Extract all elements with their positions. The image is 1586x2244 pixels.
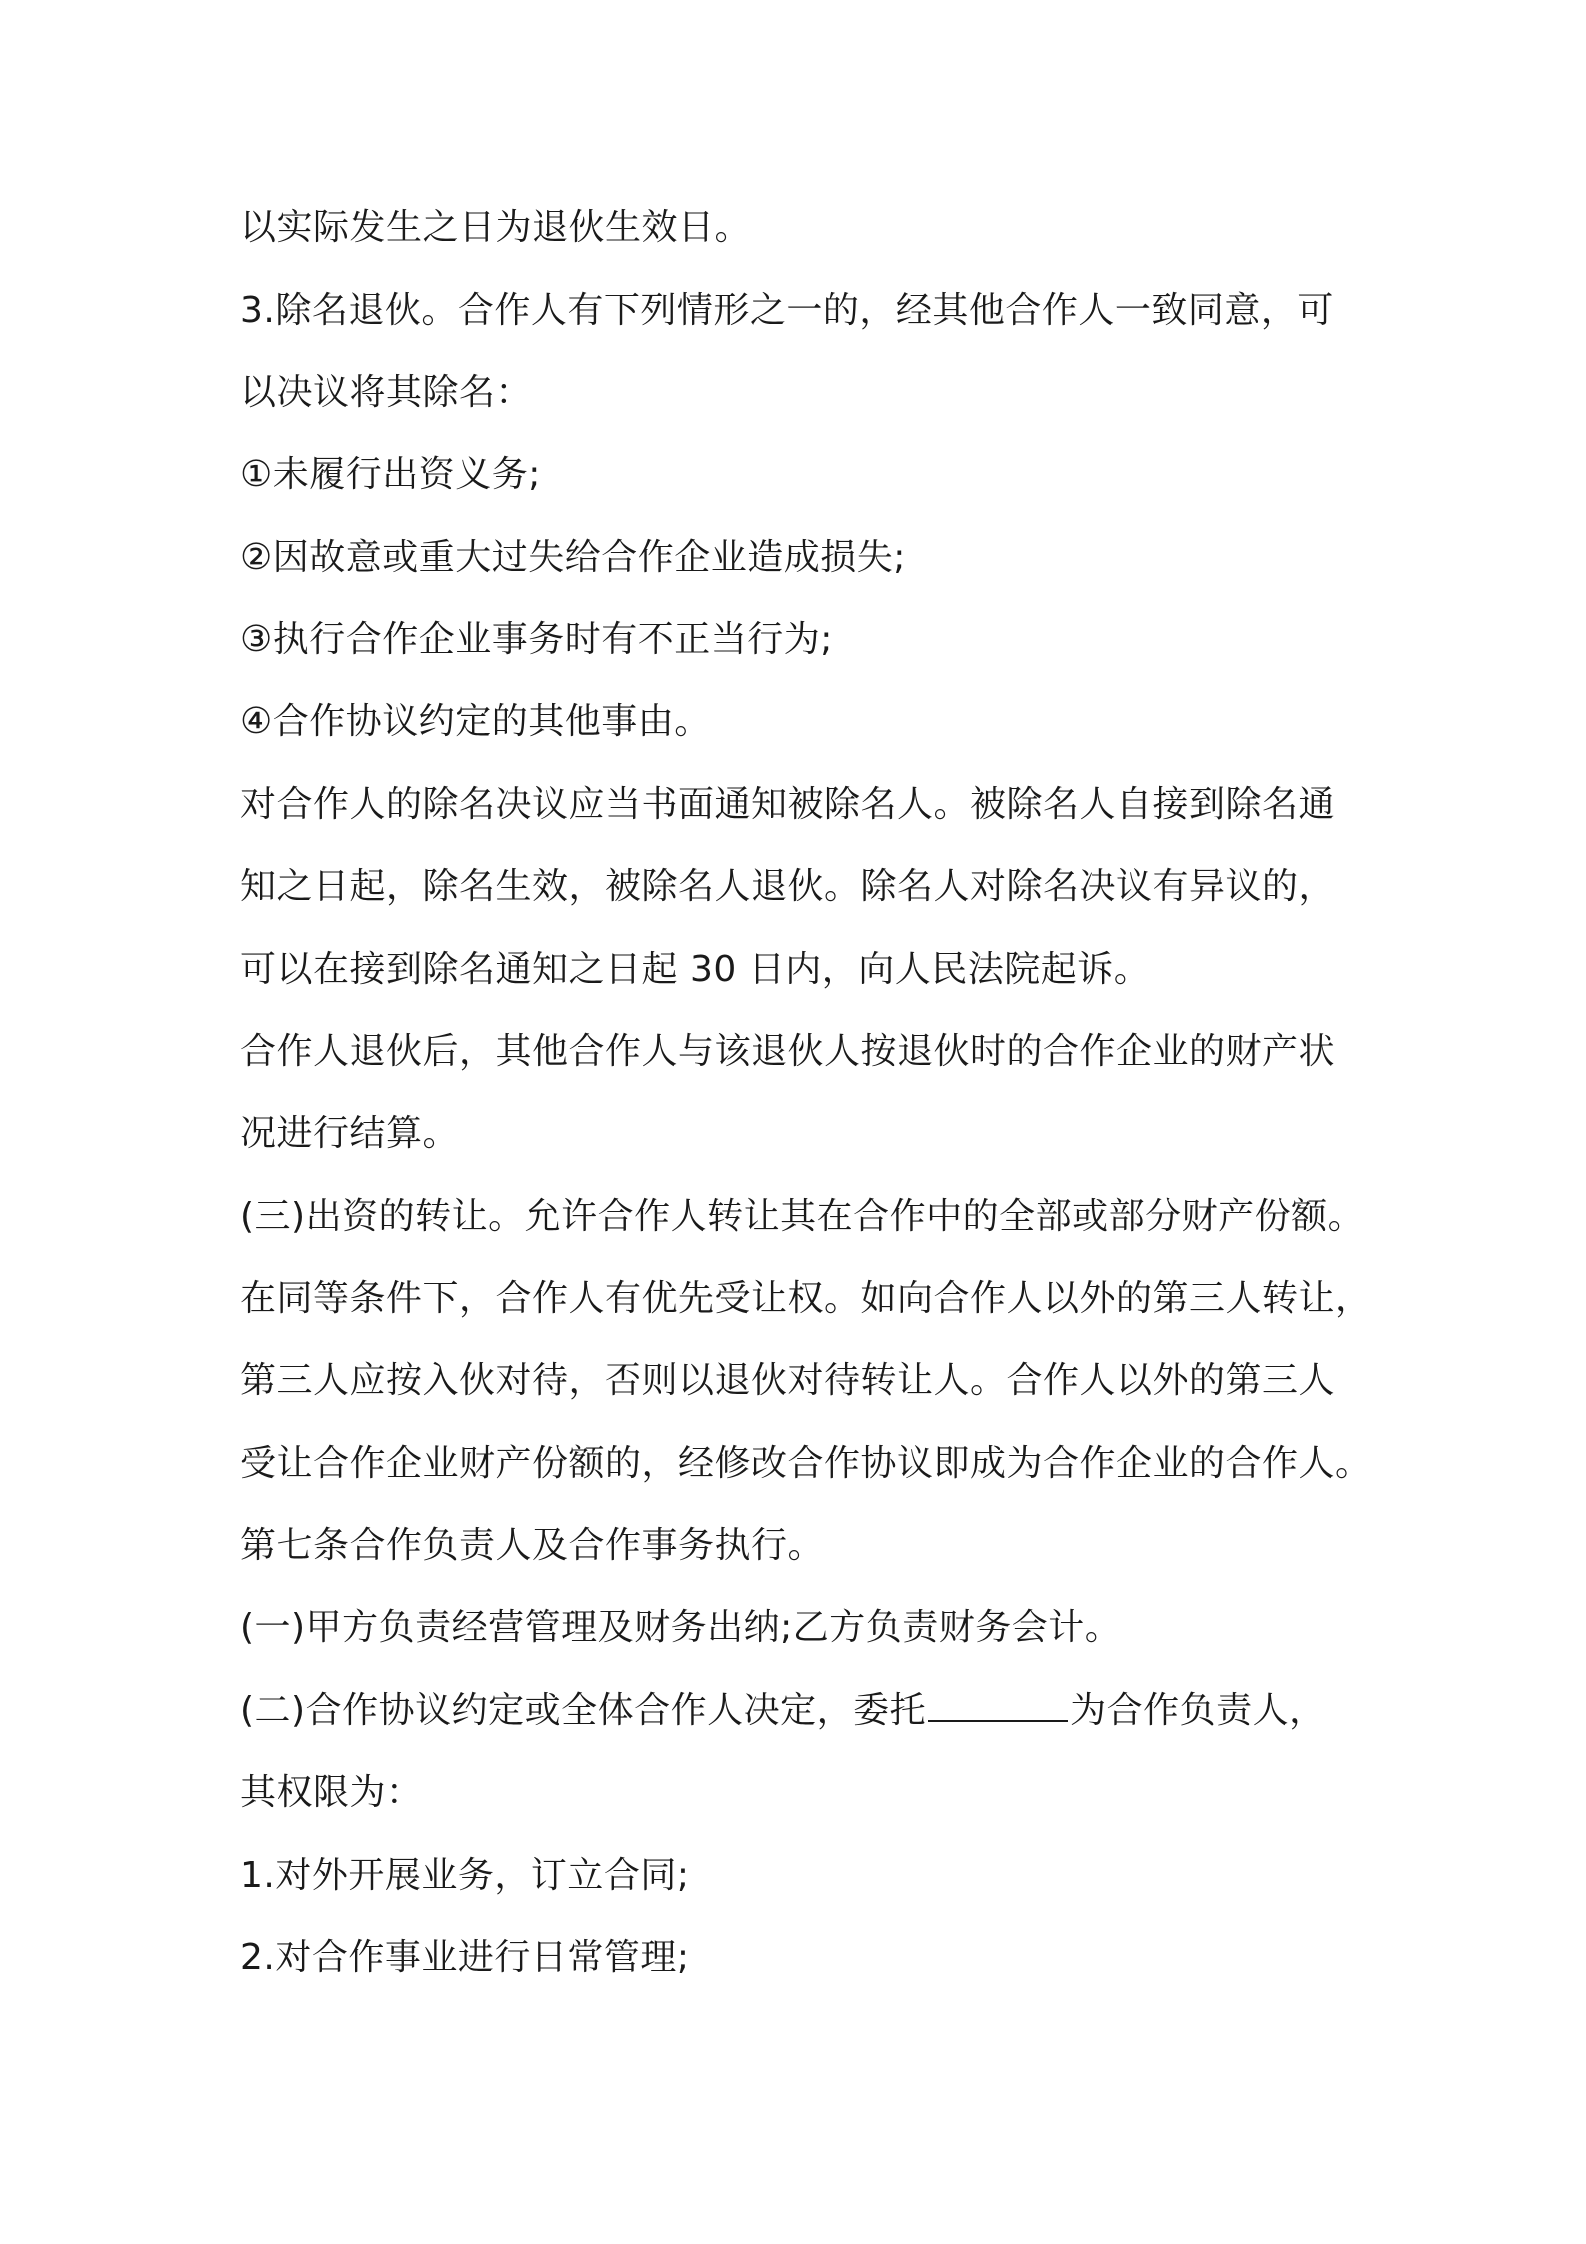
text-line: (一)甲方负责经营管理及财务出纳;乙方负责财务会计。 bbox=[240, 1607, 1122, 1648]
text-line: 合作人退伙后，其他合作人与该退伙人按退伙时的合作企业的财产状 bbox=[240, 1031, 1336, 1072]
text-line: 况进行结算。 bbox=[240, 1113, 460, 1154]
text-line: 1.对外开展业务，订立合同; bbox=[240, 1855, 690, 1896]
text-line: (三)出资的转让。允许合作人转让其在合作中的全部或部分财产份额。 bbox=[240, 1196, 1365, 1237]
text-line: 知之日起，除名生效，被除名人退伙。除名人对除名决议有异议的， bbox=[240, 866, 1336, 907]
text-line: 3.除名退伙。合作人有下列情形之一的，经其他合作人一致同意，可 bbox=[240, 290, 1334, 331]
text-line: 2.对合作事业进行日常管理; bbox=[240, 1937, 690, 1978]
text-line: 受让合作企业财产份额的，经修改合作协议即成为合作企业的合作人。 bbox=[240, 1443, 1372, 1484]
delegate-line bbox=[240, 1689, 1380, 1733]
text-line: ①未履行出资义务; bbox=[240, 454, 541, 495]
text-line: ③执行合作企业事务时有不正当行为; bbox=[240, 619, 833, 660]
text-line: 可以在接到除名通知之日起 30 日内，向人民法院起诉。 bbox=[240, 949, 1151, 990]
text-line: 以实际发生之日为退伙生效日。 bbox=[240, 207, 752, 248]
text-line: 第七条合作负责人及合作事务执行。 bbox=[240, 1525, 825, 1566]
text-line: 对合作人的除名决议应当书面通知被除名人。被除名人自接到除名通 bbox=[240, 784, 1336, 825]
delegate-text-after: 为合作负责人， bbox=[1070, 1690, 1326, 1731]
text-line: 第三人应按入伙对待，否则以退伙对待转让人。合作人以外的第三人 bbox=[240, 1360, 1336, 1401]
fill-in-blank bbox=[928, 1690, 1068, 1722]
text-line: ②因故意或重大过失给合作企业造成损失; bbox=[240, 537, 906, 578]
text-line: 在同等条件下，合作人有优先受让权。如向合作人以外的第三人转让， bbox=[240, 1278, 1372, 1319]
text-line: 以决议将其除名： bbox=[240, 372, 533, 413]
delegate-text-before: (二)合作协议约定或全体合作人决定，委托 bbox=[240, 1690, 927, 1731]
text-line: 其权限为： bbox=[240, 1772, 423, 1813]
text-line: ④合作协议约定的其他事由。 bbox=[240, 701, 711, 742]
